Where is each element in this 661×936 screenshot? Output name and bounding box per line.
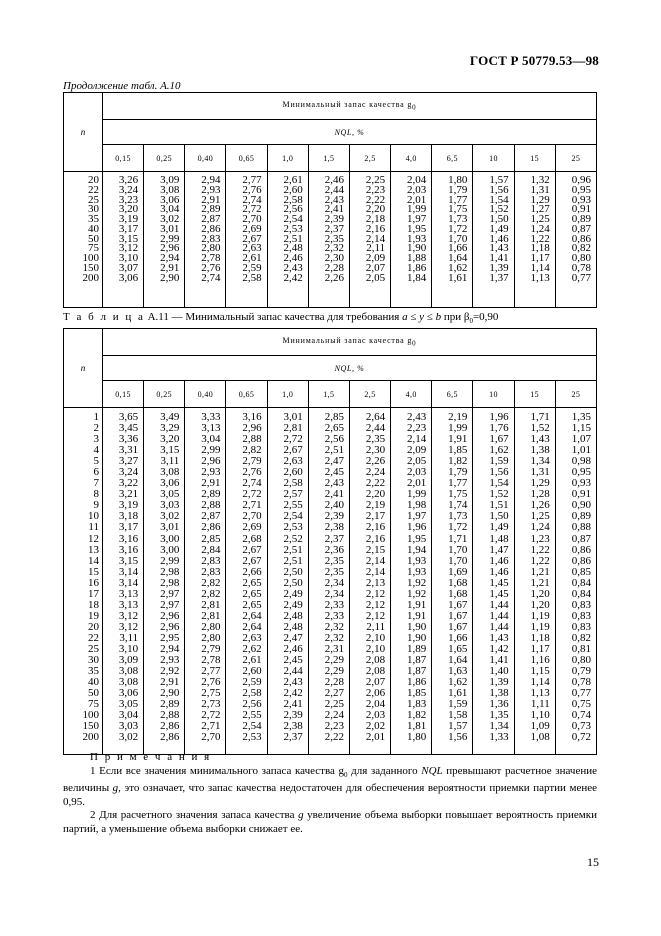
nql-col-header: 25 xyxy=(555,145,596,172)
value-column: 2,85 2,65 2,56 2,51 2,47 2,45 2,43 2,41 2,40 2,39 2,38 2,37 2,36 2,35 2,35 2,34 2,34 2,33 2,33 2,32 2,32 2,31 2,29 2,29 2,28 2,27 2,25 2,24 2,23 2,22 xyxy=(308,408,349,755)
value-column: 2,64 2,44 2,35 2,30 2,26 2,24 2,22 2,20 2,19 2,17 2,16 2,16 2,15 2,14 2,14 2,13 2,12 2,12 2,12 2,11 2,10 2,10 2,08 2,08 2,07 2,06 2,04 2,03 2,02 2,01 xyxy=(349,408,390,755)
nql-col-header: 0,15 xyxy=(103,145,144,172)
nql-col-header: 25 xyxy=(555,381,596,408)
table-body-row xyxy=(64,172,597,308)
nql-col-header: 1,5 xyxy=(308,381,349,408)
value-column: 3,16 2,96 2,88 2,82 2,79 2,76 2,74 2,72 2,71 2,70 2,69 2,68 2,67 2,67 2,66 2,65 2,65 2,65 2,64 2,64 2,63 2,62 2,61 2,60 2,59 2,58 2,56 2,55 2,54 2,53 xyxy=(226,408,267,755)
nql-col-header: 0,25 xyxy=(144,145,185,172)
value-column: 1,71 1,52 1,43 1,38 1,34 1,31 1,29 1,28 1,26 1,25 1,24 1,23 1,22 1,22 1,21 1,21 1,20 1,20 1,19 1,19 1,18 1,17 1,16 1,15 1,14 1,13 1,11 1,10 1,09 1,08 xyxy=(514,408,555,755)
nql-col-header: 10 xyxy=(473,381,514,408)
nql-col-header: 0,15 xyxy=(103,381,144,408)
nql-col-header: 10 xyxy=(473,145,514,172)
nql-col-header: 4,0 xyxy=(391,145,432,172)
value-column: 3,09 3,08 3,06 3,04 3,02 3,01 2,99 2,96 2,94 2,91 2,90 xyxy=(144,172,185,308)
value-column: 3,01 2,81 2,72 2,67 2,63 2,60 2,58 2,57 2,55 2,54 2,53 2,52 2,51 2,51 2,50 2,50 2,49 2,49 2,48 2,48 2,47 2,46 2,45 2,44 2,43 2,42 2,41 2,39 2,38 2,37 xyxy=(267,408,308,755)
nql-column-headers xyxy=(64,145,597,172)
nql-col-header: 0,40 xyxy=(185,381,226,408)
nql-col-header: 1,0 xyxy=(267,381,308,408)
value-column: 2,04 2,03 2,01 1,99 1,97 1,95 1,93 1,90 1,88 1,86 1,84 xyxy=(391,172,432,308)
table-a10-continuation xyxy=(63,92,597,308)
nql-col-header: 1,0 xyxy=(267,145,308,172)
continuation-label: Продолжение табл. А.10 xyxy=(63,80,181,92)
n-values-column: 1 2 3 4 5 6 7 8 9 10 11 12 13 14 15 16 17 18 19 20 22 25 30 35 40 50 75 100 150 200 xyxy=(64,408,103,755)
value-column: 1,32 1,31 1,29 1,27 1,25 1,24 1,22 1,18 1,17 1,14 1,13 xyxy=(514,172,555,308)
table-a11-title: Т а б л и ц а А.11 — Минимальный запас качества для требования a ≤ y ≤ b при $\beta_0=0,90$ xyxy=(63,311,499,326)
nql-col-header: 0,65 xyxy=(226,145,267,172)
note-1: 1 Если все значения минимального запаса качества $g_0$ для заданного NQL превышают расчетное значение величины g, это означает, что запас качества недостаточен для обеспечения вероятности приемки партии менее 0,95. xyxy=(63,764,597,808)
value-column: 3,33 3,13 3,04 2,99 2,96 2,93 2,91 2,89 2,88 2,87 2,86 2,85 2,84 2,83 2,83 2,82 2,82 2,81 2,81 2,80 2,80 2,79 2,78 2,77 2,76 2,75 2,73 2,72 2,71 2,70 xyxy=(185,408,226,755)
page-number: 15 xyxy=(587,855,599,869)
value-column: 2,46 2,44 2,43 2,41 2,39 2,37 2,35 2,32 2,30 2,28 2,26 xyxy=(308,172,349,308)
value-column: 1,57 1,56 1,54 1,52 1,50 1,49 1,46 1,43 1,41 1,39 1,37 xyxy=(473,172,514,308)
notes-title: П р и м е ч а н и я xyxy=(90,751,212,763)
nql-col-header: 0,65 xyxy=(226,381,267,408)
value-column: 2,19 1,99 1,91 1,85 1,82 1,79 1,77 1,75 1,74 1,73 1,72 1,71 1,70 1,70 1,69 1,68 1,68 1,67 1,67 1,67 1,66 1,65 1,64 1,63 1,62 1,61 1,59 1,58 1,57 1,56 xyxy=(432,408,473,755)
n-column-header: n xyxy=(64,93,103,172)
n-values-column: 20 22 25 30 35 40 50 75 100 150 200 xyxy=(64,172,103,308)
table-body-row xyxy=(64,408,597,755)
value-column: 0,96 0,95 0,93 0,91 0,89 0,87 0,86 0,82 0,80 0,78 0,77 xyxy=(555,172,596,308)
nql-heading: NQL, % xyxy=(103,356,597,381)
document-code: ГОСТ Р 50779.53—98 xyxy=(469,53,599,68)
nql-col-header: 4,0 xyxy=(391,381,432,408)
value-column: 1,35 1,15 1,07 1,01 0,98 0,95 0,93 0,91 0,90 0,89 0,88 0,87 0,86 0,86 0,85 0,84 0,84 0,83 0,83 0,83 0,82 0,81 0,80 0,79 0,78 0,77 0,75 0,74 0,73 0,72 xyxy=(555,408,596,755)
notes-section xyxy=(63,751,597,836)
value-column: 1,96 1,76 1,67 1,62 1,59 1,56 1,54 1,52 1,51 1,50 1,49 1,48 1,47 1,46 1,46 1,45 1,45 1,44 1,44 1,44 1,43 1,42 1,41 1,40 1,39 1,38 1,36 1,35 1,34 1,33 xyxy=(473,408,514,755)
value-column: 1,80 1,79 1,77 1,75 1,73 1,72 1,70 1,66 1,64 1,62 1,61 xyxy=(432,172,473,308)
value-column: 2,94 2,93 2,91 2,89 2,87 2,86 2,83 2,80 2,78 2,76 2,74 xyxy=(185,172,226,308)
nql-col-header: 0,25 xyxy=(144,381,185,408)
value-column: 2,77 2,76 2,74 2,72 2,70 2,69 2,67 2,63 2,61 2,59 2,58 xyxy=(226,172,267,308)
nql-col-header: 15 xyxy=(514,145,555,172)
min-quality-margin-heading: Минимальный запас качества $g_0$ xyxy=(103,93,597,120)
nql-col-header: 1,5 xyxy=(308,145,349,172)
nql-col-header: 2,5 xyxy=(349,145,390,172)
nql-col-header: 6,5 xyxy=(432,381,473,408)
nql-heading: NQL, % xyxy=(103,120,597,145)
value-column: 3,49 3,29 3,20 3,15 3,11 3,08 3,06 3,05 3,03 3,02 3,01 3,00 3,00 2,99 2,98 2,98 2,97 2,97 2,96 2,96 2,95 2,94 2,93 2,92 2,91 2,90 2,89 2,88 2,86 2,86 xyxy=(144,408,185,755)
nql-col-header: 2,5 xyxy=(349,381,390,408)
table-a11 xyxy=(63,328,597,755)
nql-col-header: 0,40 xyxy=(185,145,226,172)
value-column: 3,65 3,45 3,36 3,31 3,27 3,24 3,22 3,21 3,19 3,18 3,17 3,16 3,16 3,15 3,14 3,14 3,13 3,13 3,12 3,12 3,11 3,10 3,09 3,08 3,08 3,06 3,05 3,04 3,03 3,02 xyxy=(103,408,144,755)
value-column: 3,26 3,24 3,23 3,20 3,19 3,17 3,15 3,12 3,10 3,07 3,06 xyxy=(103,172,144,308)
value-column: 2,43 2,23 2,14 2,09 2,05 2,03 2,01 1,99 1,98 1,97 1,96 1,95 1,94 1,93 1,93 1,92 1,92 1,91 1,91 1,90 1,90 1,89 1,87 1,87 1,86 1,85 1,83 1,82 1,81 1,80 xyxy=(391,408,432,755)
value-column: 2,61 2,60 2,58 2,56 2,54 2,53 2,51 2,48 2,46 2,43 2,42 xyxy=(267,172,308,308)
note-2: 2 Для расчетного значения запаса качества g увеличение объема выборки повышает вероятность приемки партий, а уменьшение объема выборки снижает ее. xyxy=(63,809,597,835)
value-column: 2,25 2,23 2,22 2,20 2,18 2,16 2,14 2,11 2,09 2,07 2,05 xyxy=(349,172,390,308)
nql-col-header: 15 xyxy=(514,381,555,408)
nql-col-header: 6,5 xyxy=(432,145,473,172)
n-column-header: n xyxy=(64,329,103,408)
nql-column-headers xyxy=(64,381,597,408)
min-quality-margin-heading: Минимальный запас качества $g_0$ xyxy=(103,329,597,356)
